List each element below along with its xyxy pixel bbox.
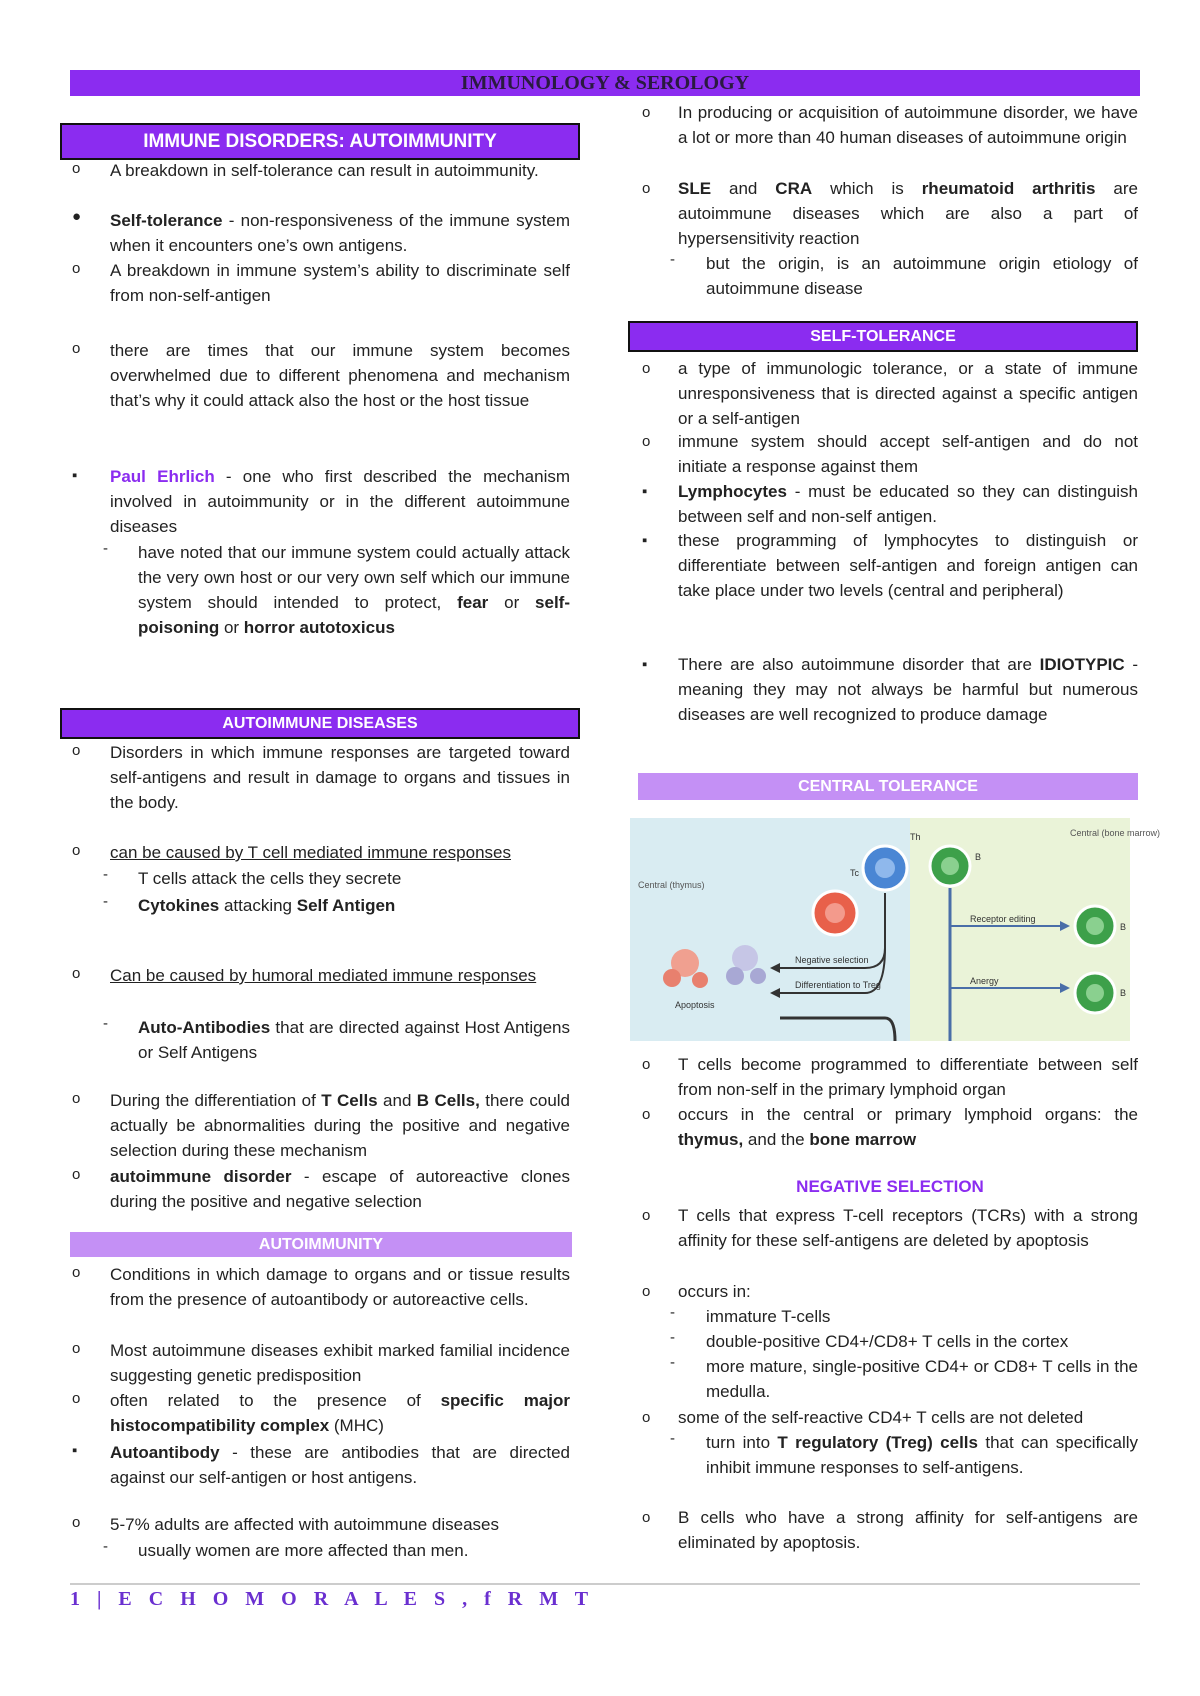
- bullet-o: o: [72, 965, 81, 982]
- list-item: can be caused by T cell mediated immune responses: [110, 843, 511, 862]
- fig-label-anergy: Anergy: [970, 976, 999, 986]
- sub-list-item: immature T-cells: [706, 1307, 831, 1326]
- fig-label-th: Th: [910, 832, 921, 842]
- bullet-dash: -: [670, 1354, 675, 1371]
- sub-list-item: Auto-Antibodies that are directed against Host Antigens or Self Antigens: [138, 1018, 570, 1062]
- bullet-o: o: [72, 340, 81, 357]
- section-title-immune-disorders: IMMUNE DISORDERS: AUTOIMMUNITY: [60, 123, 580, 160]
- list-item: There are also autoimmune disorder that are IDIOTYPIC - meaning they may not always be harmful but numerous diseases are well recognized to produce damage: [678, 655, 1138, 724]
- bullet-square: ▪: [72, 1442, 78, 1459]
- bullet-o: o: [642, 1056, 651, 1073]
- fig-label-b3: B: [1120, 988, 1127, 998]
- sub-list-item: double-positive CD4+/CD8+ T cells in the cortex: [706, 1332, 1069, 1351]
- bullet-o: o: [642, 360, 651, 377]
- fig-label-b1: B: [975, 852, 982, 862]
- list-item: these programming of lymphocytes to distinguish or differentiate between self-antigen and foreign antigen can take place under two levels (central and peripheral): [678, 531, 1138, 600]
- bullet-dash: -: [103, 1538, 108, 1555]
- fig-label-central-thymus: Central (thymus): [638, 880, 705, 890]
- list-item: occurs in the central or primary lymphoid organs: the thymus, and the bone marrow: [678, 1105, 1138, 1149]
- bullet-dash: -: [103, 540, 108, 557]
- subheading-negative-selection: NEGATIVE SELECTION: [796, 1177, 984, 1196]
- list-item: immune system should accept self-antigen and do not initiate a response against them: [678, 432, 1138, 476]
- bullet-dash: -: [670, 1430, 675, 1447]
- bullet-o: o: [642, 1106, 651, 1123]
- bullet-o: o: [72, 1514, 81, 1531]
- list-item: occurs in:: [678, 1282, 751, 1301]
- fig-label-diff-treg: Differentiation to Treg: [795, 980, 881, 990]
- list-item: Disorders in which immune responses are targeted toward self-antigens and result in damage to organs and tissues in the body.: [110, 743, 570, 812]
- list-item: Self-tolerance - non-responsiveness of the immune system when it encounters one’s own antigens.: [110, 211, 570, 255]
- bullet-o: o: [72, 1264, 81, 1281]
- list-item: A breakdown in immune system’s ability to discriminate self from non-self-antigen: [110, 261, 570, 305]
- list-item: T cells become programmed to differentiate between self from non-self in the primary lymphoid organ: [678, 1055, 1138, 1099]
- bullet-o: o: [72, 742, 81, 759]
- fig-label-apoptosis: Apoptosis: [675, 1000, 715, 1010]
- list-item: Paul Ehrlich - one who first described the mechanism involved in autoimmunity or in the different autoimmune diseases: [110, 467, 571, 536]
- list-item: often related to the presence of specific major histocompatibility complex (MHC): [110, 1391, 570, 1435]
- list-item: Conditions in which damage to organs and or tissue results from the presence of autoantibody or autoreactive cells.: [110, 1265, 570, 1309]
- bullet-dash: -: [670, 1329, 675, 1346]
- sub-list-item: more mature, single-positive CD4+ or CD8+ T cells in the medulla.: [706, 1357, 1138, 1401]
- fig-label-central-bm: Central (bone marrow): [1070, 828, 1161, 838]
- list-item: there are times that our immune system becomes overwhelmed due to different phenomena and mechanism that’s why it could attack also the host or the host tissue: [110, 341, 570, 410]
- sub-list-item: usually women are more affected than men.: [138, 1541, 469, 1560]
- list-item: 5-7% adults are affected with autoimmune diseases: [110, 1515, 500, 1534]
- bullet-o: o: [72, 160, 81, 177]
- fig-label-b2: B: [1120, 922, 1127, 932]
- bullet-o: o: [642, 1409, 651, 1426]
- list-item: Most autoimmune diseases exhibit marked familial incidence suggesting genetic predisposition: [110, 1341, 570, 1385]
- bullet-o: o: [642, 433, 651, 450]
- list-item: autoimmune disorder - escape of autoreactive clones during the positive and negative selection: [110, 1167, 570, 1211]
- bullet-square: ▪: [642, 483, 648, 500]
- bullet-o: o: [642, 1207, 651, 1224]
- section-title-autoimmunity: AUTOIMMUNITY: [70, 1232, 572, 1257]
- page-title: IMMUNOLOGY & SEROLOGY: [70, 70, 1140, 96]
- sub-list-item: turn into T regulatory (Treg) cells that can specifically inhibit immune responses to self-antigens.: [706, 1433, 1138, 1477]
- fig-label-receptor-editing: Receptor editing: [970, 914, 1036, 924]
- fig-label-negative-selection: Negative selection: [795, 955, 869, 965]
- list-item: B cells who have a strong affinity for self-antigens are eliminated by apoptosis.: [678, 1508, 1138, 1552]
- bullet-o: o: [642, 180, 651, 197]
- bullet-o: o: [72, 1340, 81, 1357]
- section-title-self-tolerance: SELF-TOLERANCE: [628, 321, 1138, 352]
- bullet-dash: -: [670, 251, 675, 268]
- bullet-dash: -: [670, 1304, 675, 1321]
- bullet-o: o: [72, 1090, 81, 1107]
- bullet-square: ▪: [642, 656, 648, 673]
- list-item: In producing or acquisition of autoimmune disorder, we have a lot or more than 40 human diseases of autoimmune origin: [678, 103, 1138, 147]
- bullet-dash: -: [103, 1015, 108, 1032]
- bullet-dash: -: [103, 866, 108, 883]
- bullet-o: o: [72, 1166, 81, 1183]
- sub-list-item: T cells attack the cells they secrete: [138, 869, 402, 888]
- section-title-autoimmune-diseases: AUTOIMMUNE DISEASES: [60, 708, 580, 739]
- list-item: some of the self-reactive CD4+ T cells are not deleted: [678, 1408, 1084, 1427]
- list-item: SLE and CRA which is rheumatoid arthritis are autoimmune diseases which are also a part of hypersensitivity reaction: [678, 179, 1138, 248]
- bullet-o: o: [72, 1390, 81, 1407]
- sub-list-item: but the origin, is an autoimmune origin etiology of autoimmune disease: [706, 254, 1138, 298]
- bullet-square: ▪: [72, 467, 78, 484]
- bullet-o: o: [72, 260, 81, 277]
- bullet-o: o: [72, 842, 81, 859]
- footer-divider: [70, 1583, 1140, 1585]
- list-item: T cells that express T-cell receptors (TCRs) with a strong affinity for these self-antigens are deleted by apoptosis: [678, 1206, 1138, 1250]
- bullet-dot: ●: [72, 208, 82, 225]
- sub-list-item: have noted that our immune system could actually attack the very own host or our very own self which our immune system should intended to protect, fear or self-poisoning or horror autotoxicus: [138, 543, 571, 637]
- bullet-dash: -: [103, 893, 108, 910]
- list-item: Can be caused by humoral mediated immune responses: [110, 966, 537, 985]
- list-item: Lymphocytes - must be educated so they can distinguish between self and non-self antigen.: [678, 482, 1138, 526]
- list-item: a type of immunologic tolerance, or a state of immune unresponsiveness that is directed against a specific antigen or a self-antigen: [678, 359, 1138, 428]
- bullet-o: o: [642, 104, 651, 121]
- fig-label-tc: Tc: [850, 868, 859, 878]
- list-item: A breakdown in self-tolerance can result in autoimmunity.: [110, 161, 539, 180]
- central-tolerance-figure: [630, 818, 1161, 1041]
- bullet-square: ▪: [642, 532, 648, 549]
- list-item: During the differentiation of T Cells and B Cells, there could actually be abnormalities during the positive and negative selection during these mechanism: [110, 1091, 571, 1160]
- page-footer: 1 | E C H O M O R A L E S , f R M T: [70, 1588, 595, 1610]
- section-title-central-tolerance: CENTRAL TOLERANCE: [638, 773, 1138, 800]
- bullet-o: o: [642, 1283, 651, 1300]
- list-item: Autoantibody - these are antibodies that are directed against our self-antigen or host antigens.: [110, 1443, 570, 1487]
- sub-list-item: Cytokines attacking Self Antigen: [138, 896, 396, 915]
- bullet-o: o: [642, 1509, 651, 1526]
